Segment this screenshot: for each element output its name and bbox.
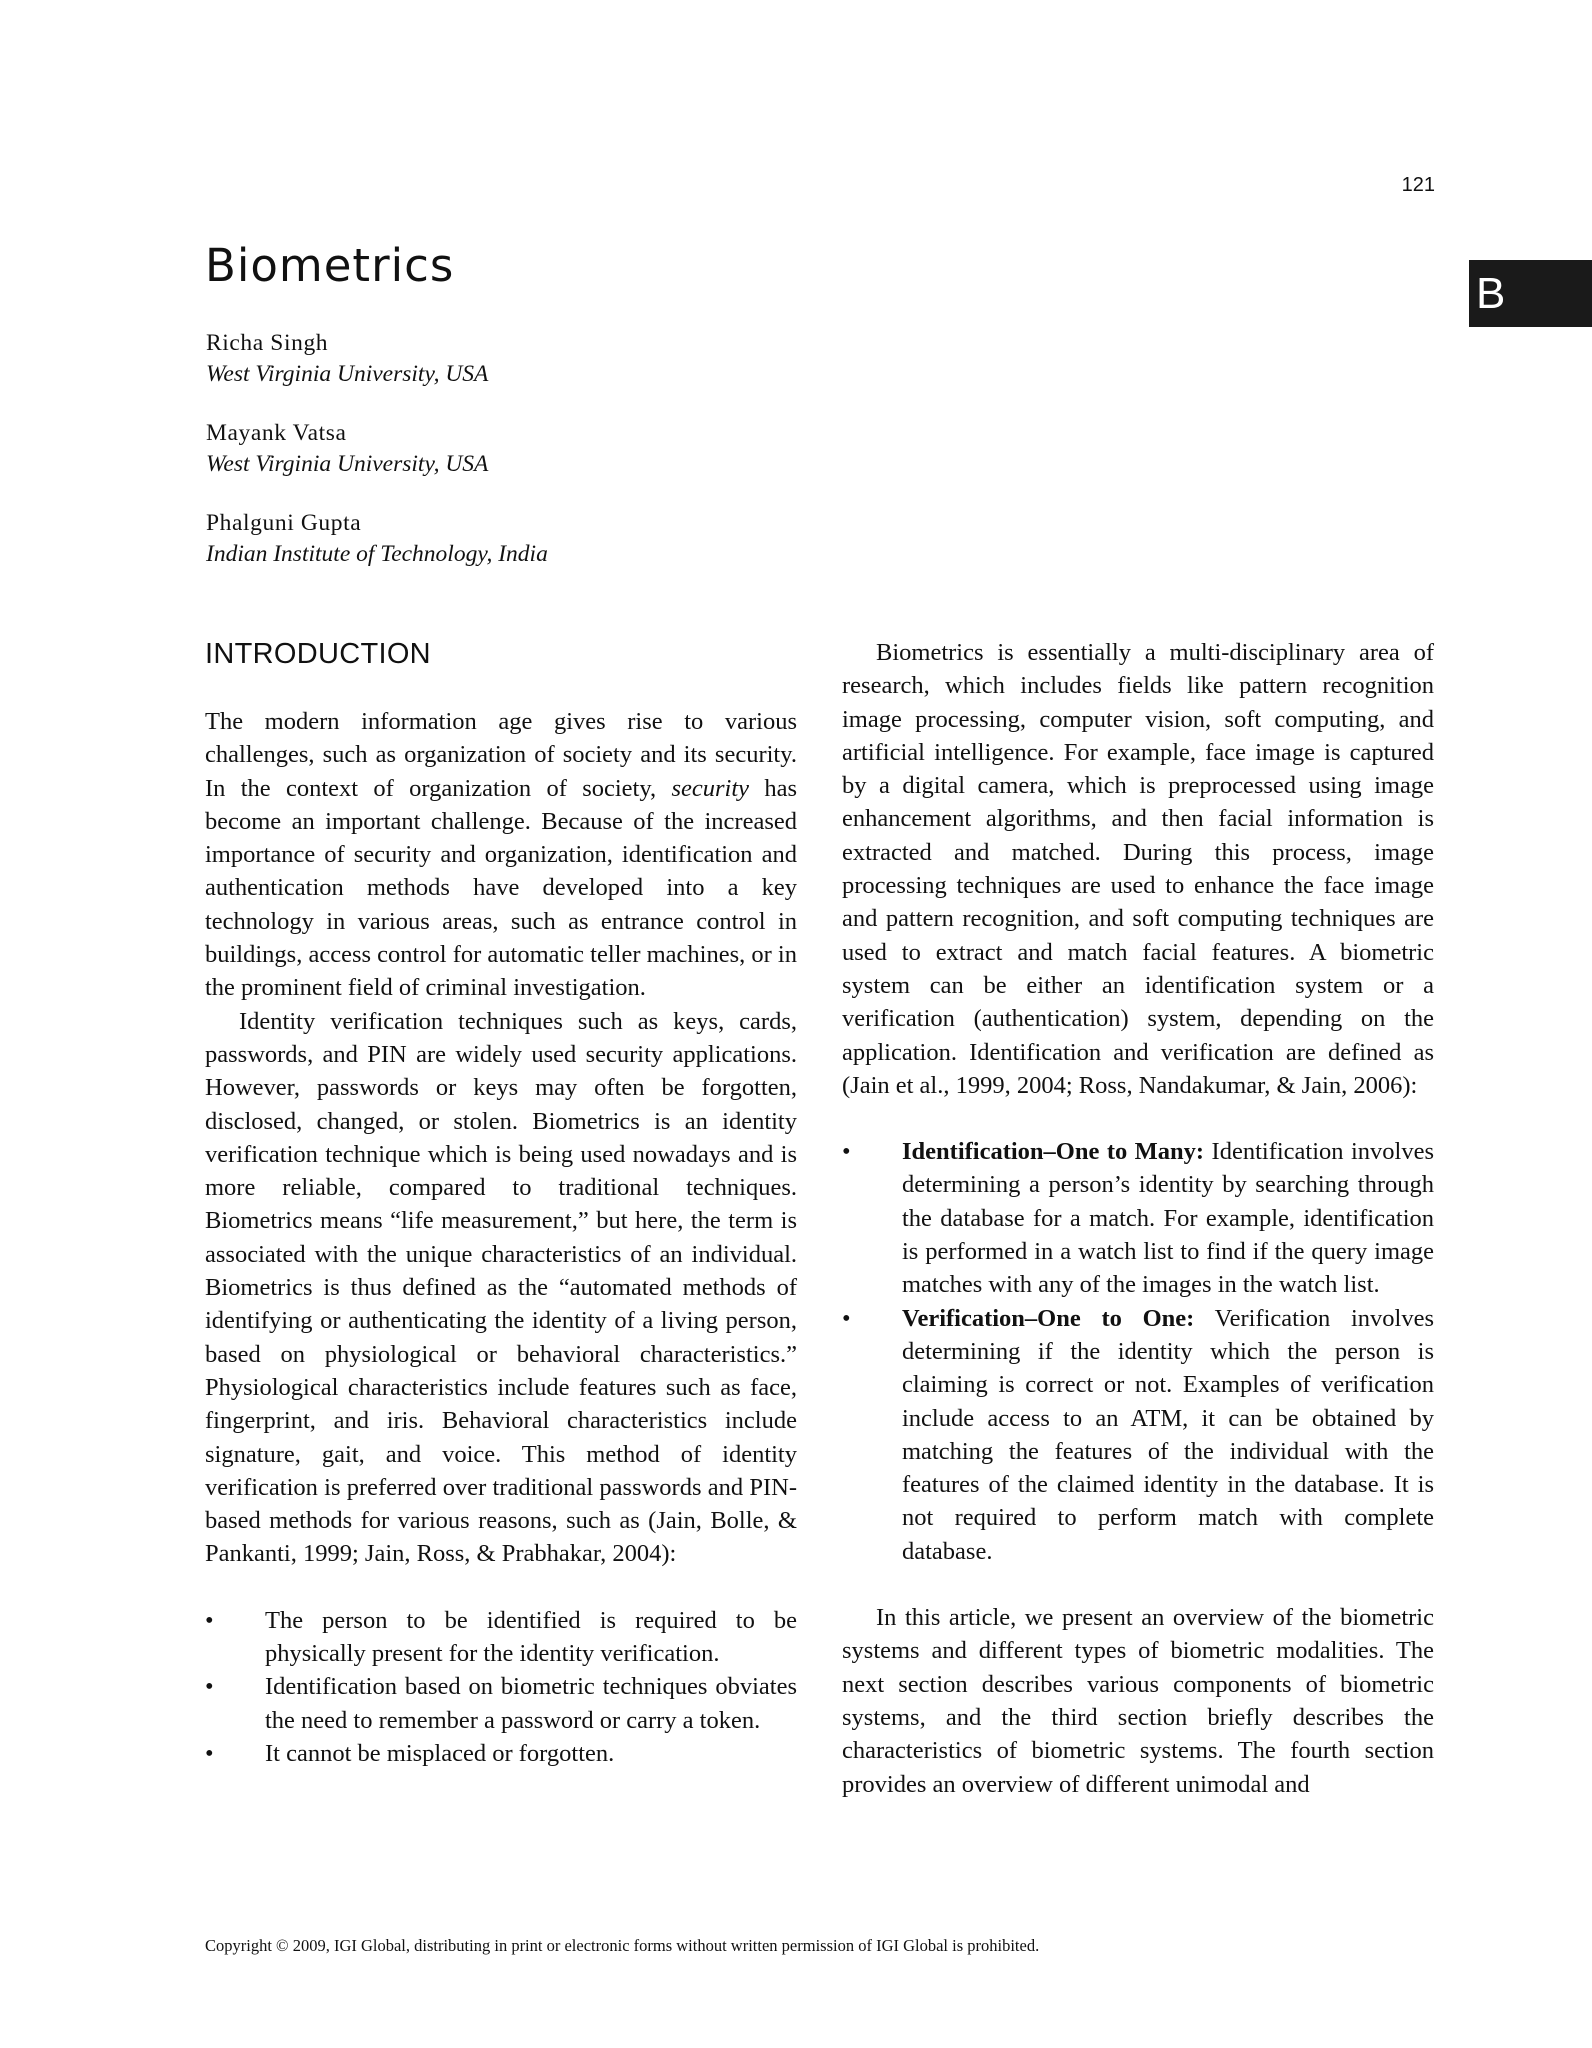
definition-text: Verification involves determining if the identity which the person is claiming is correct or not. Examples of verification include access to an ATM, it can be obtained by matching the features of the individual with the features of the claimed identity in the database. It is not required to perform match with complete database. xyxy=(902,1304,1434,1565)
intro-emphasis: security xyxy=(671,774,750,802)
author-affiliation: West Virginia University, USA xyxy=(206,361,489,387)
definition-term: Identification–One to Many: xyxy=(902,1138,1205,1166)
right-column xyxy=(842,636,1434,1801)
advantages-list xyxy=(205,1604,797,1770)
intro-text-after: has become an important challenge. Because of the increased importance of security and organization, identification and authentication methods have developed into a key technology in various areas, such as entrance control in buildings, access control for automatic teller machines, or in the prominent field of criminal investigation. xyxy=(205,774,797,1002)
list-item-text: It cannot be misplaced or forgotten. xyxy=(265,1739,615,1767)
author-name: Mayank Vatsa xyxy=(206,420,347,446)
author-name: Richa Singh xyxy=(206,330,329,356)
list-item xyxy=(842,1302,1434,1568)
author-name: Phalguni Gupta xyxy=(206,510,362,536)
left-column xyxy=(205,636,797,1770)
list-item-text: Identification based on biometric techniques obviates the need to remember a password or carry a token. xyxy=(265,1673,797,1734)
body-paragraph: Biometrics is essentially a multi-disciplinary area of research, which includes fields like pattern recognition image processing, computer vision, soft computing, and artificial intelligence. For example, face image is captured by a digital camera, which is preprocessed using image enhancement algorithms, and then facial information is extracted and matched. During this process, image processing techniques are used to enhance the face image and pattern recognition, and soft computing techniques are used to extract and match facial features. A biometric system can be either an identification system or a verification (authentication) system, depending on the application. Identification and verification are defined as (Jain et al., 1999, 2004; Ross, Nandakumar, & Jain, 2006): xyxy=(842,639,1434,1099)
copyright-notice: Copyright © 2009, IGI Global, distributing in print or electronic forms without written permission of IGI Global is prohibited. xyxy=(205,1936,1040,1955)
list-item-text: The person to be identified is required to be physically present for the identity verification. xyxy=(265,1606,797,1668)
bullet-icon: • xyxy=(205,1606,214,1634)
list-item xyxy=(205,1670,797,1737)
author-affiliation: Indian Institute of Technology, India xyxy=(206,541,548,567)
intro-paragraph xyxy=(205,705,797,1005)
definition-term: Verification–One to One: xyxy=(902,1304,1195,1332)
paragraph-spacer xyxy=(842,1102,1434,1135)
author-block xyxy=(206,418,548,480)
bullet-icon: • xyxy=(842,1304,851,1332)
bullet-icon: • xyxy=(842,1138,851,1166)
list-item xyxy=(205,1737,797,1770)
bullet-icon: • xyxy=(205,1673,214,1701)
article-title: Biometrics xyxy=(205,239,455,292)
bullet-icon: • xyxy=(205,1739,214,1767)
list-item xyxy=(842,1135,1434,1301)
author-affiliation: West Virginia University, USA xyxy=(206,451,489,477)
section-heading-introduction: INTRODUCTION xyxy=(205,638,431,670)
intro-text-before: The modern information age gives rise to various challenges, such as organization of society and its security. In the context of organization of society, xyxy=(205,708,797,802)
page-number: 121 xyxy=(1401,174,1435,196)
paragraph-spacer xyxy=(205,1571,797,1604)
list-item xyxy=(205,1604,797,1671)
author-list xyxy=(206,328,548,598)
definitions-list xyxy=(842,1135,1434,1568)
definition-text: Identification involves determining a person’s identity by searching through the database for a match. For example, identification is performed in a watch list to find if the query image matches with any of the images in the watch list. xyxy=(902,1138,1434,1299)
author-block xyxy=(206,508,548,570)
author-block xyxy=(206,328,548,390)
body-paragraph: Identity verification techniques such as keys, cards, passwords, and PIN are widely used security applications. However, passwords or keys may often be forgotten, disclosed, changed, or stolen. Biometrics is an identity verification technique which is being used nowadays and is more reliable, compared to traditional techniques. Biometrics means “life measurement,” but here, the term is associated with the unique characteristics of an individual. Biometrics is thus defined as the “automated methods of identifying or authenticating the identity of a living person, based on physiological or behavioral characteristics.” Physiological characteristics include features such as face, fingerprint, and iris. Behavioral characteristics include signature, gait, and voice. This method of identity verification is preferred over traditional passwords and PIN-based methods for various reasons, such as (Jain, Bolle, & Pankanti, 1999; Jain, Ross, & Prabhakar, 2004): xyxy=(205,1007,797,1568)
section-letter-tab: B xyxy=(1469,260,1592,327)
paragraph-spacer xyxy=(842,1568,1434,1601)
body-paragraph: In this article, we present an overview of the biometric systems and different types of biometric modalities. The next section describes various components of biometric systems, and the third section briefly describes the characteristics of biometric systems. The fourth section provides an overview of different unimodal and xyxy=(842,1604,1434,1798)
